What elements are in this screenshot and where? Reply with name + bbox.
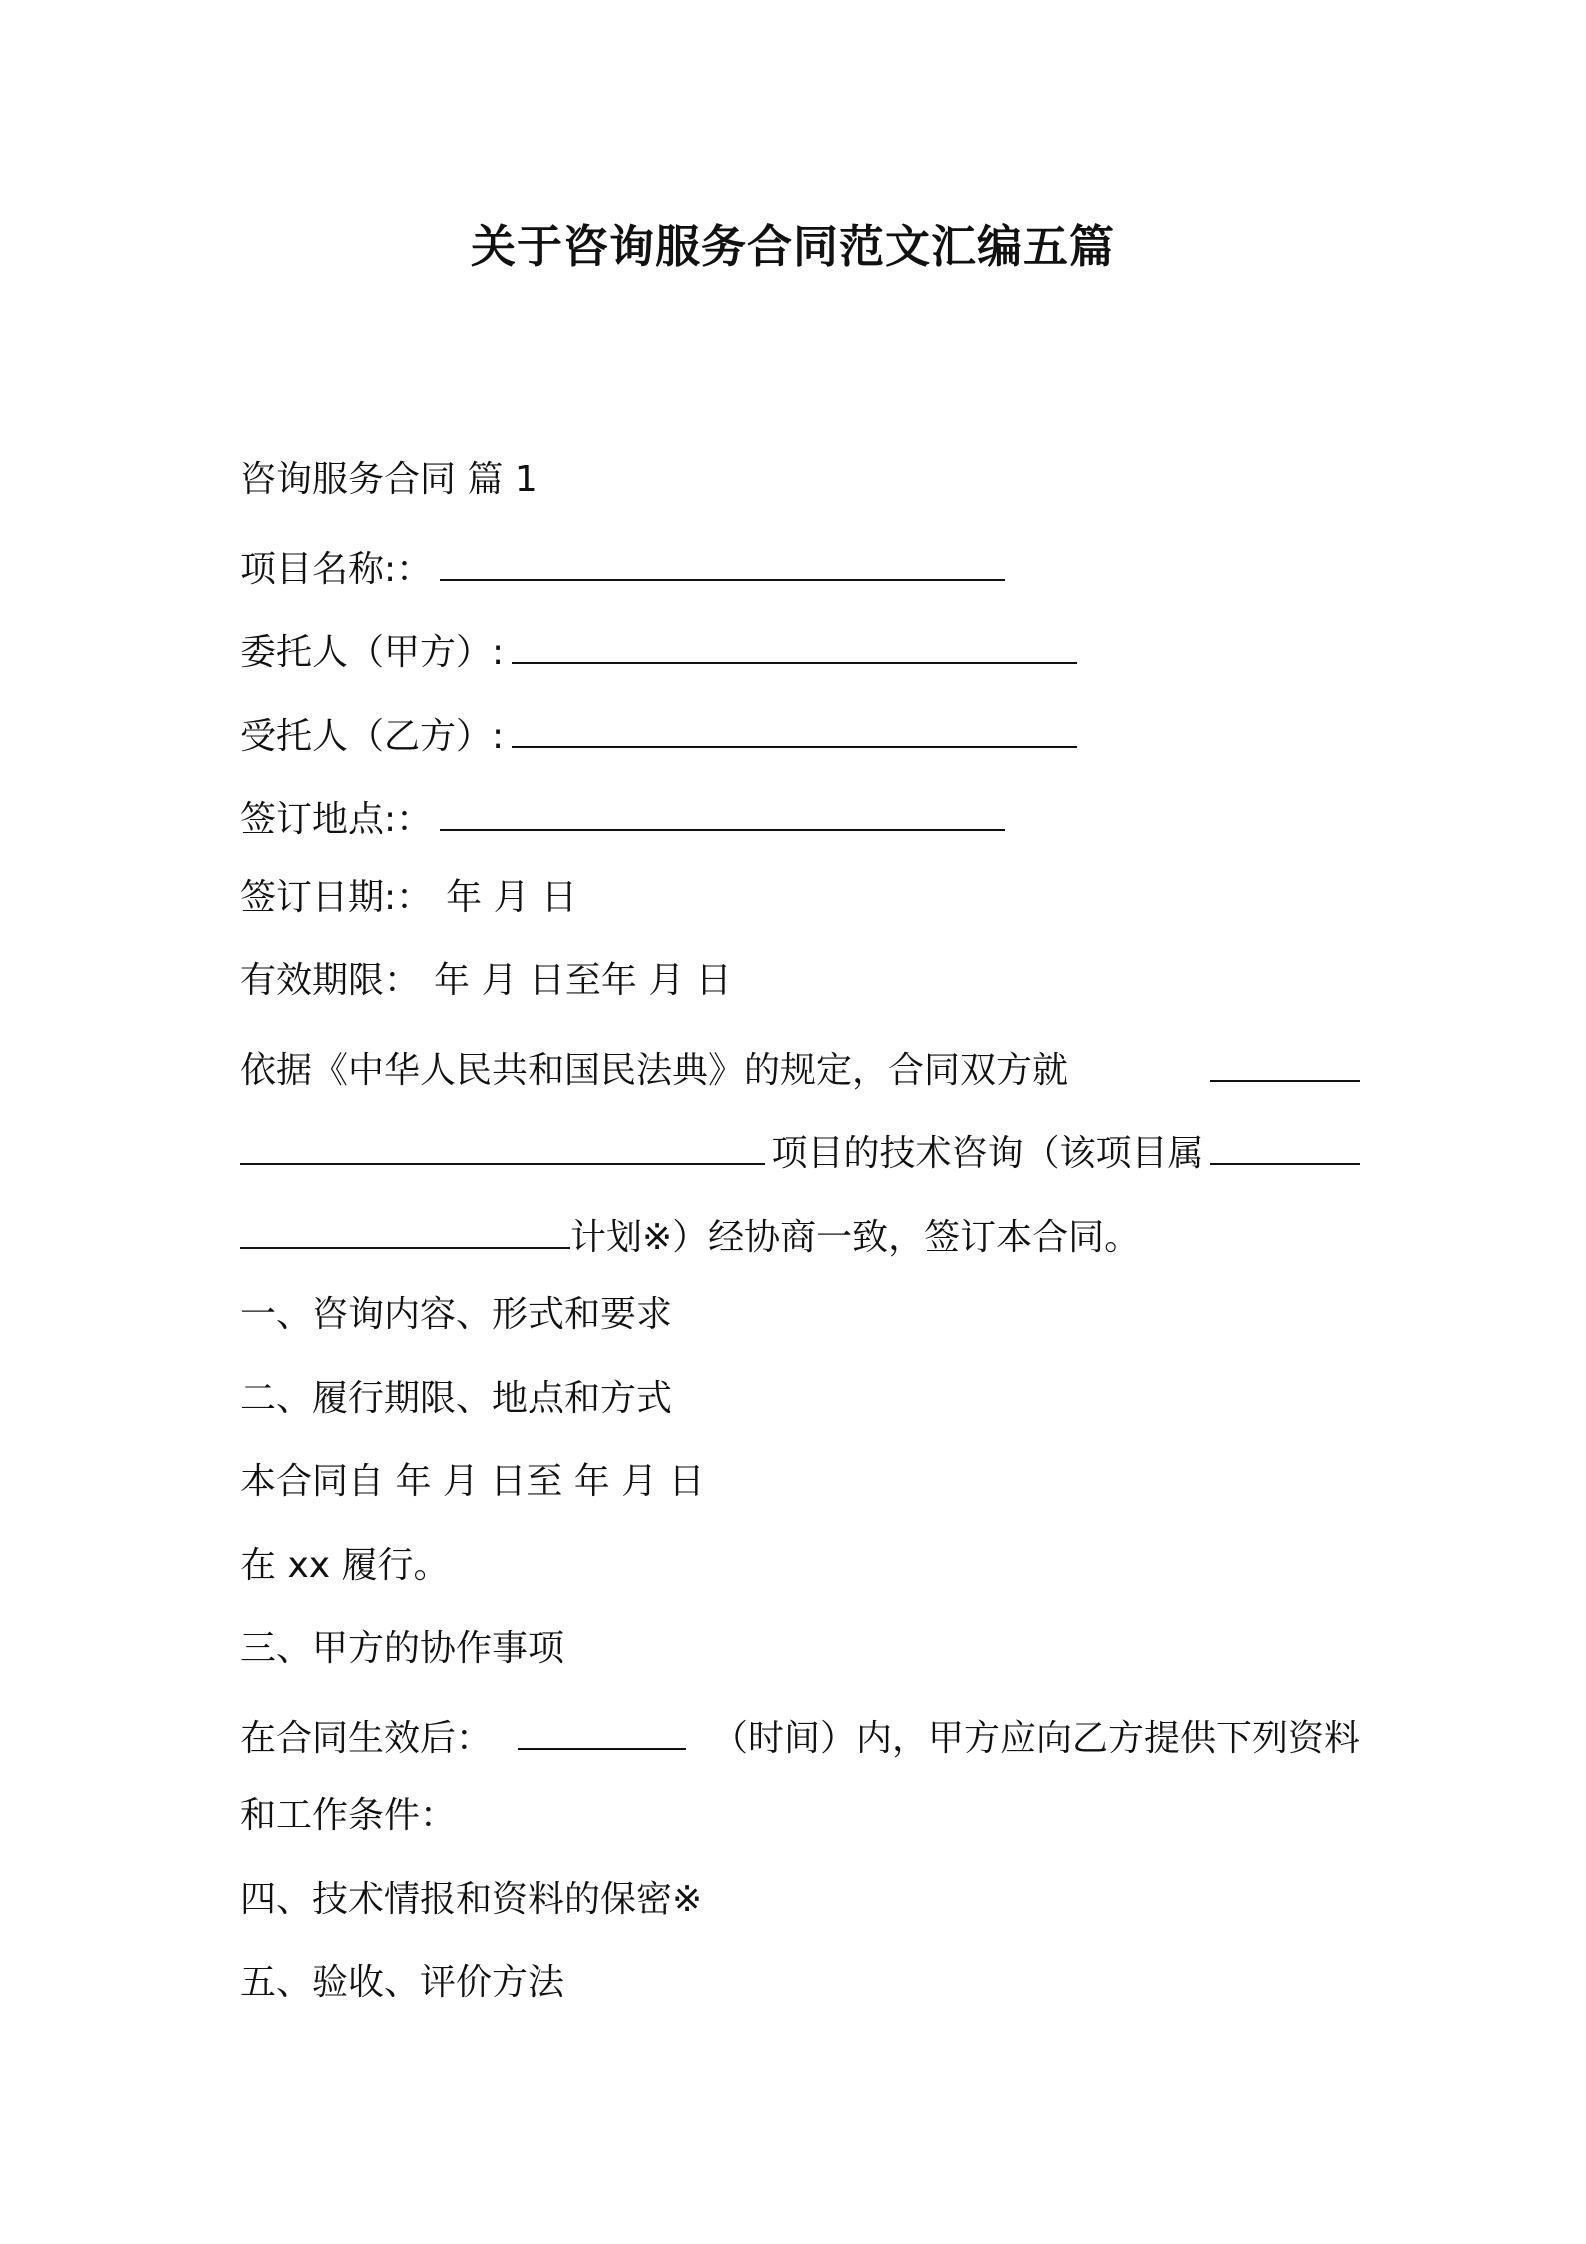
validity-field [240, 946, 1360, 1030]
section-heading: 咨询服务合同 篇 1 [240, 459, 538, 500]
clause-3-heading: 三、甲方的协作事项 [240, 1628, 565, 1669]
contractor-field [240, 696, 1360, 780]
clause-3-time-blank [518, 1698, 686, 1750]
clause-3-text-cont: 和工作条件： [240, 1795, 457, 1836]
preamble-blank-3 [1210, 1113, 1360, 1165]
project-name-field [240, 529, 1360, 613]
preamble-line-1 [240, 1030, 1360, 1114]
document-body [240, 445, 1360, 2032]
clause-3-text [240, 1698, 1360, 1782]
preamble-blank-1 [1210, 1030, 1360, 1082]
sign-place-label: 签订地点:： [240, 799, 433, 840]
project-name-blank [440, 529, 1005, 581]
sign-place-field [240, 779, 1360, 863]
clause-2-place: 在 xx 履行。 [240, 1544, 450, 1586]
sign-date-field [240, 863, 1360, 947]
clause-1-heading: 一、咨询内容、形式和要求 [240, 1294, 673, 1335]
contractor-label: 受托人（乙方）: [240, 715, 505, 757]
clause-5-heading: 五、验收、评价方法 [240, 1962, 565, 2003]
contractor-blank [512, 696, 1077, 748]
sign-date-value: 年 月 日 [446, 876, 578, 918]
preamble-line-3 [240, 1197, 1360, 1281]
preamble-blank-4 [240, 1197, 570, 1249]
preamble-text-1: 依据《中华人民共和国民法典》的规定，合同双方就 [240, 1049, 1069, 1091]
clause-4-heading: 四、技术情报和资料的保密※ [240, 1878, 703, 1920]
validity-label: 有效期限： [240, 960, 421, 1001]
client-label: 委托人（甲方）: [240, 632, 505, 673]
clause-3-text-before: 在合同生效后： [240, 1717, 493, 1759]
client-field [240, 612, 1360, 696]
preamble-line-2 [240, 1113, 1360, 1197]
sign-date-label: 签订日期:： [240, 876, 433, 918]
clause-2-heading: 二、履行期限、地点和方式 [240, 1377, 673, 1419]
preamble-text-3: 计划※）经协商一致，签订本合同。 [570, 1216, 1141, 1258]
clause-2-period: 本合同自 年 月 日至 年 月 日 [240, 1461, 705, 1502]
document-title: 关于咨询服务合同范文汇编五篇 [470, 220, 1115, 273]
validity-value: 年 月 日至年 月 日 [434, 960, 732, 1001]
project-name-label: 项目名称:： [240, 548, 433, 590]
clause-3-text-after: （时间）内，甲方应向乙方提供下列资料 [711, 1717, 1360, 1759]
preamble-blank-2 [240, 1113, 765, 1165]
client-blank [512, 612, 1077, 664]
preamble-text-2: 项目的技术咨询（该项目属 [771, 1133, 1204, 1174]
sign-place-blank [440, 779, 1005, 831]
